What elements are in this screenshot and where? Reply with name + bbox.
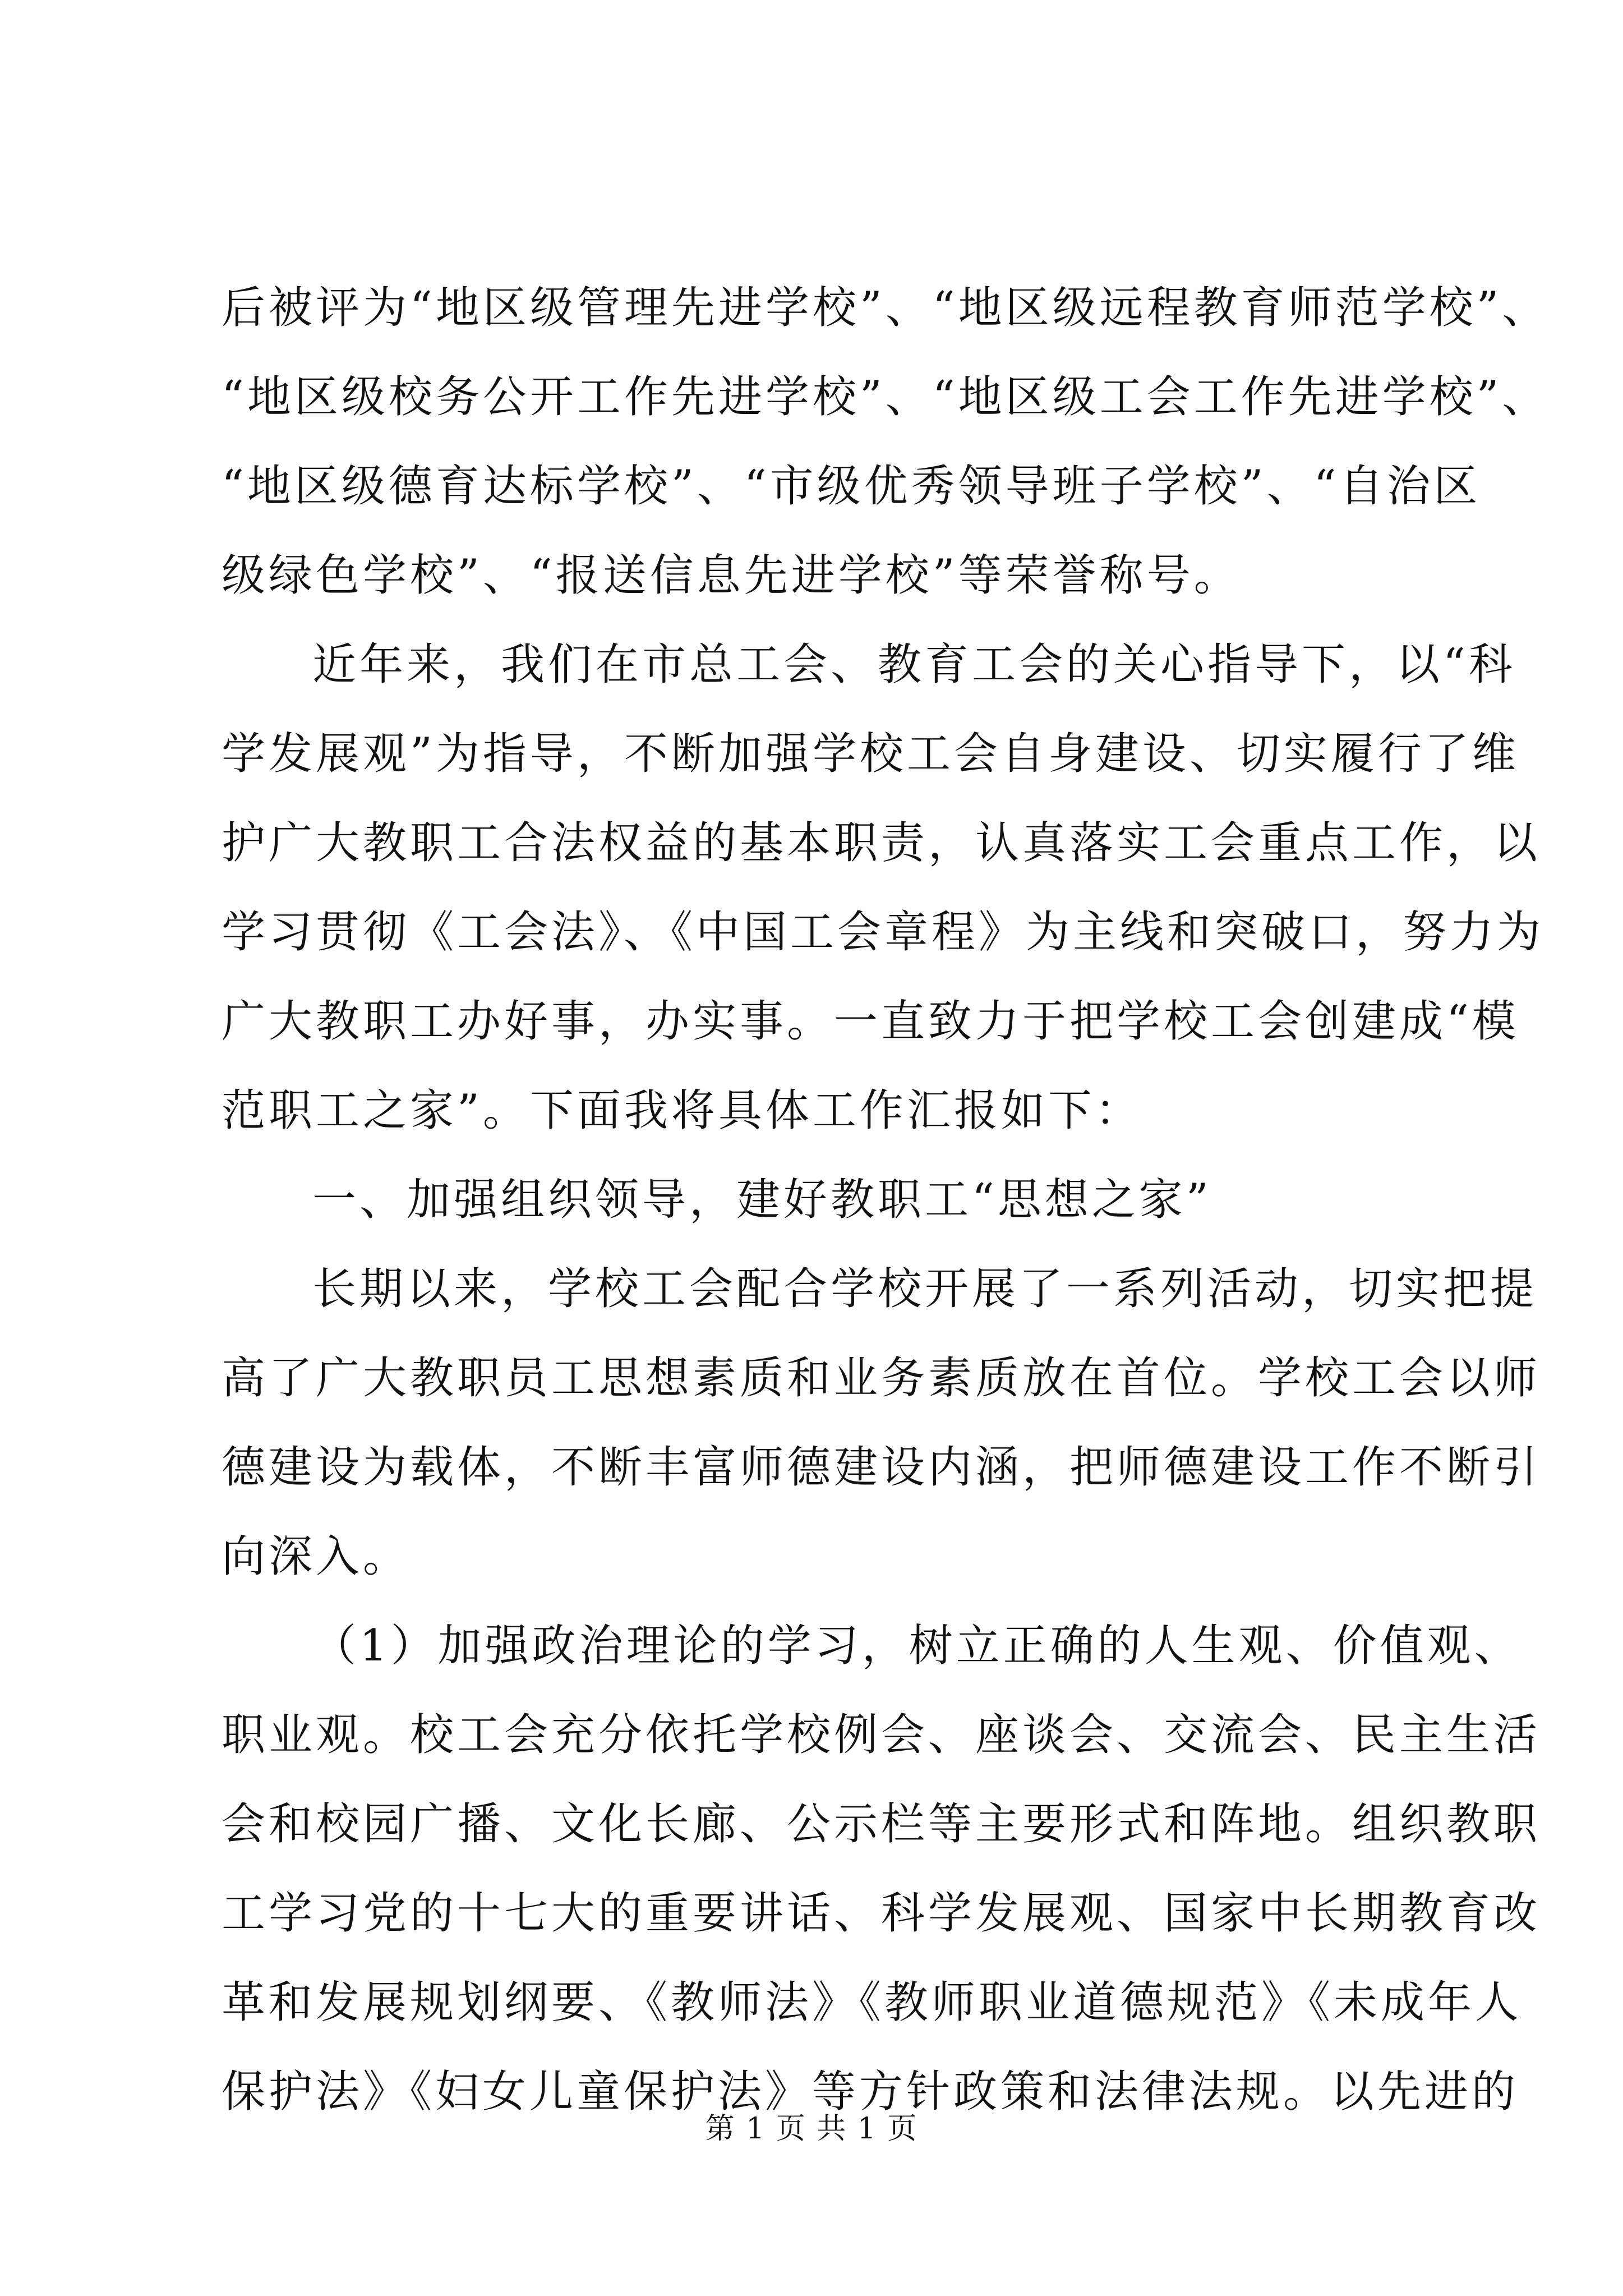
text-line: “地区级校务公开工作先进学校”、“地区级工会工作先进学校”、	[222, 372, 1550, 422]
text-line: 向深入。	[222, 1531, 411, 1582]
text-line: 工学习党的十七大的重要讲话、科学发展观、国家中长期教育改	[222, 1888, 1541, 1939]
paragraph-start-line: 长期以来，学校工会配合学校开展了一系列活动，切实把提	[312, 1264, 1538, 1314]
text-line: 级绿色学校”、“报送信息先进学校”等荣誉称号。	[222, 550, 1241, 601]
text-line: 学习贯彻《工会法》、《中国工会章程》为主线和突破口，努力为	[222, 907, 1544, 958]
text-line: 革和发展规划纲要、《教师法》《教师职业道德规范》《未成年人	[222, 1977, 1523, 2028]
text-line: 德建设为载体，不断丰富师德建设内涵，把师德建设工作不断引	[222, 1442, 1541, 1493]
section-heading: 一、加强组织领导，建好教职工“思想之家”	[312, 1175, 1212, 1225]
text-line: 后被评为“地区级管理先进学校”、“地区级远程教育师范学校”、	[222, 283, 1550, 333]
text-line: 广大教职工办好事，办实事。一直致力于把学校工会创建成“模	[222, 996, 1519, 1047]
text-line: 范职工之家”。下面我将具体工作汇报如下：	[222, 1085, 1142, 1136]
text-line: 高了广大教职员工思想素质和业务素质放在首位。学校工会以师	[222, 1353, 1541, 1404]
page-number-footer: 第 1 页 共 1 页	[705, 2112, 918, 2146]
text-line: 学发展观”为指导，不断加强学校工会自身建设、切实履行了维	[222, 729, 1519, 779]
document-body	[222, 264, 1550, 2137]
text-line: 保护法》《妇女儿童保护法》等方针政策和法律法规。以先进的	[222, 2067, 1519, 2117]
paragraph-start-line: 近年来，我们在市总工会、教育工会的关心指导下，以“科	[312, 639, 1516, 690]
text-line: “地区级德育达标学校”、“市级优秀领导班子学校”、“自治区	[222, 461, 1481, 512]
paragraph-start-line: （1）加强政治理论的学习，树立正确的人生观、价值观、	[312, 1621, 1521, 1671]
text-line: 会和校园广播、文化长廊、公示栏等主要形式和阵地。组织教职	[222, 1799, 1541, 1849]
text-line: 护广大教职工合法权益的基本职责，认真落实工会重点工作，以	[222, 818, 1541, 868]
text-line: 职业观。校工会充分依托学校例会、座谈会、交流会、民主生活	[222, 1710, 1541, 1760]
